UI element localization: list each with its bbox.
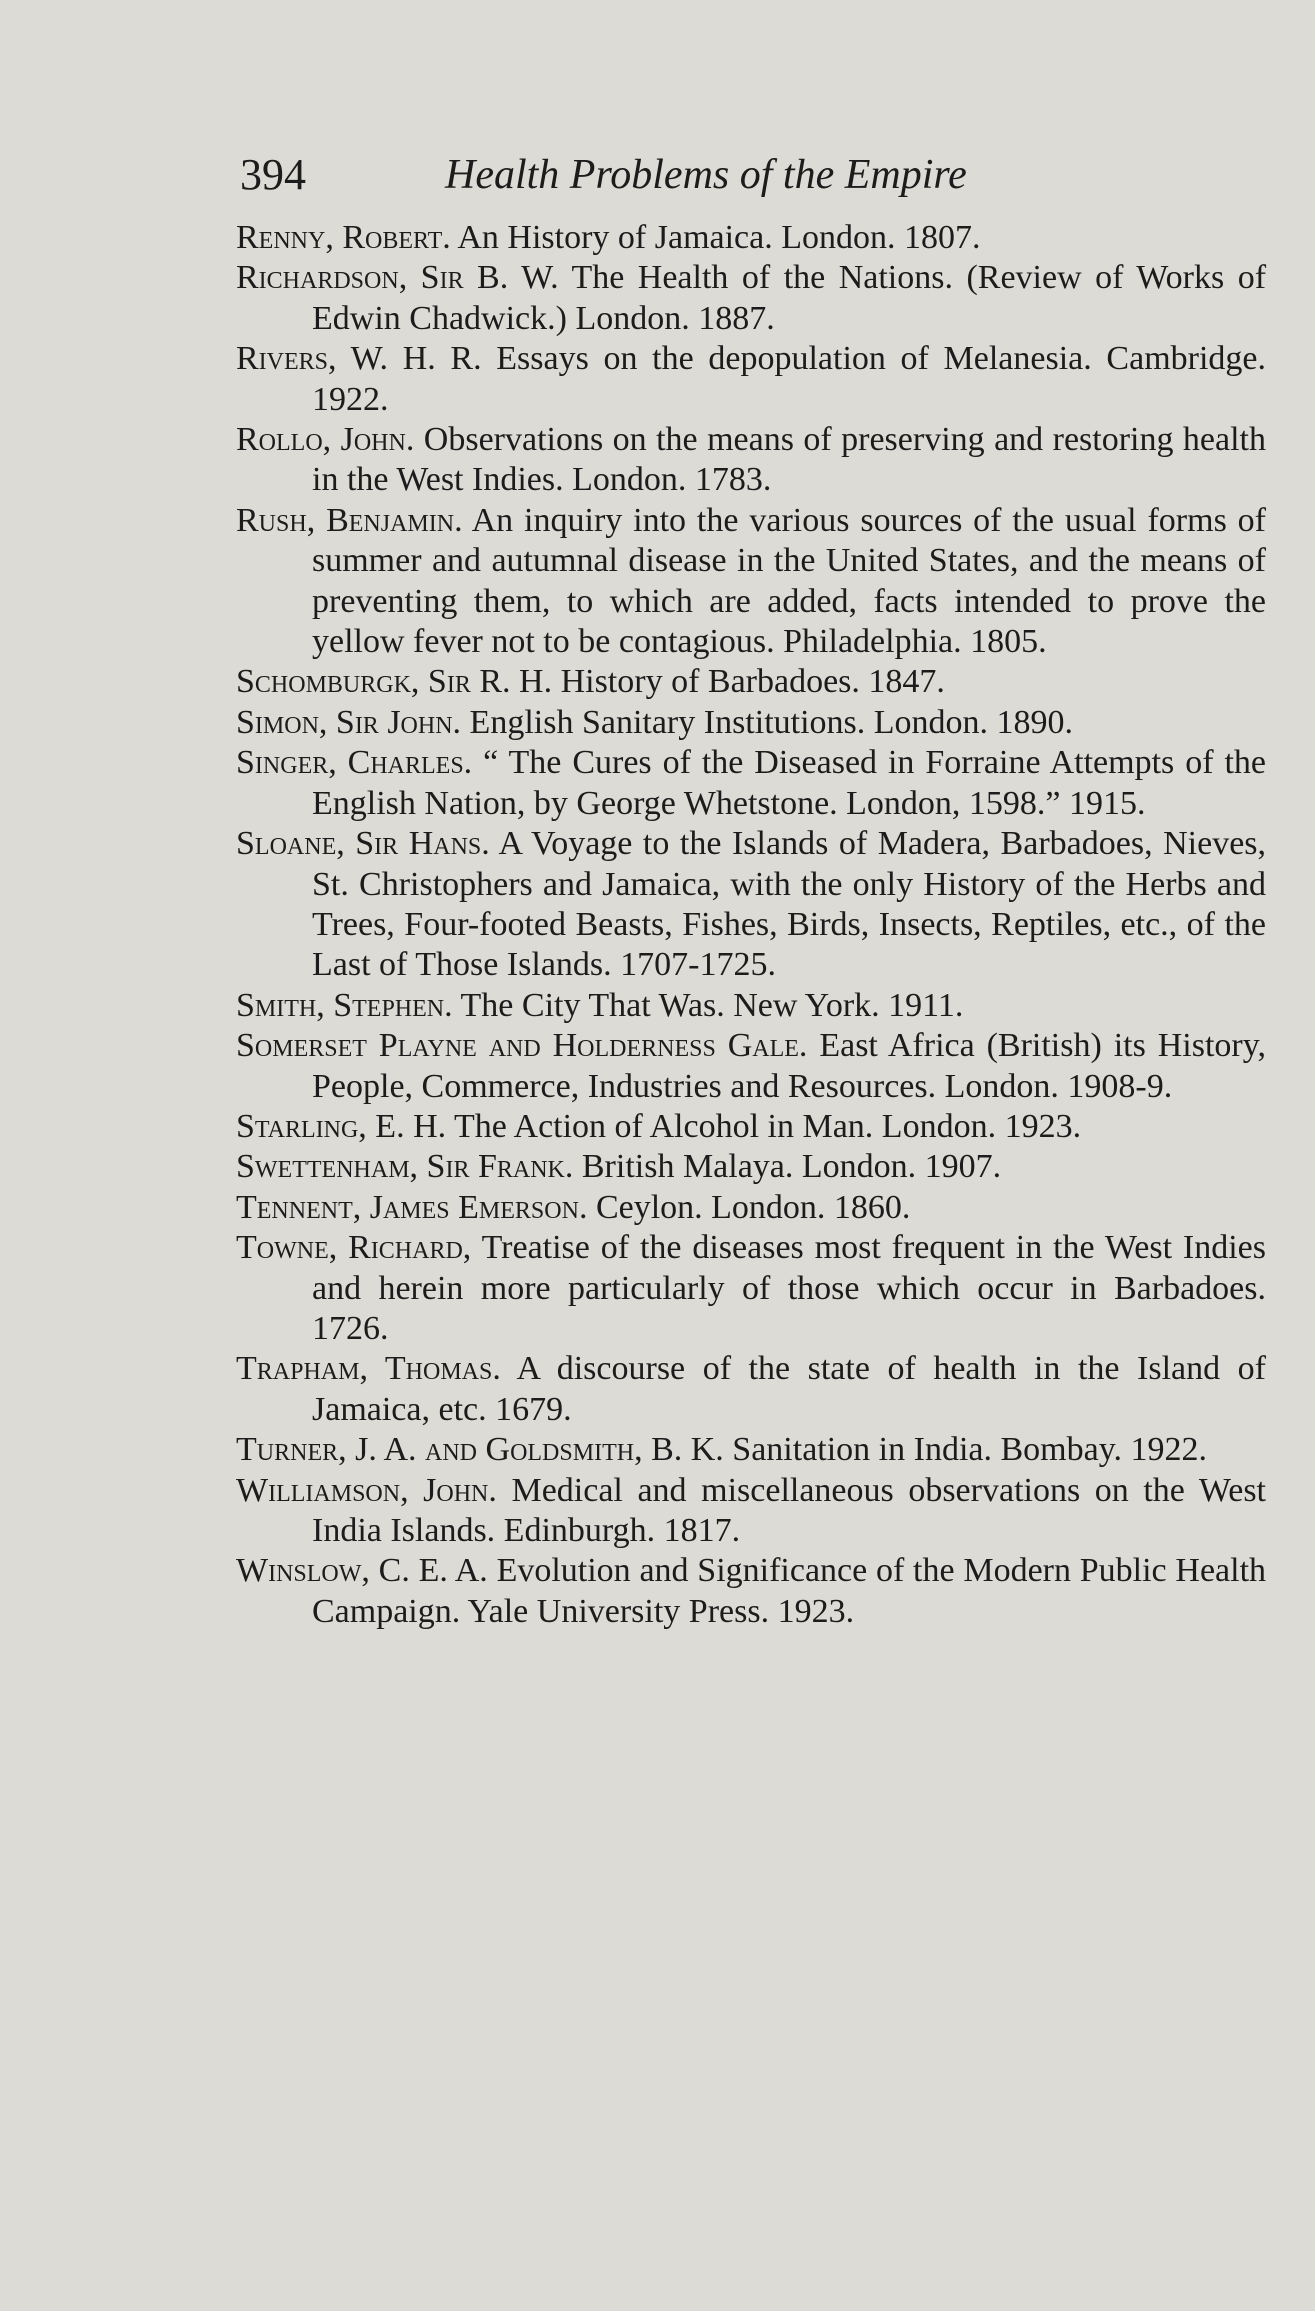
entry-author: Winslow, C. E. A. bbox=[236, 1552, 488, 1590]
entry-text: Sanitation in India. Bombay. 1922. bbox=[732, 1431, 1207, 1469]
entry-author: Rollo, John. bbox=[236, 421, 415, 459]
entry-author: Rivers, W. H. R. bbox=[236, 340, 482, 378]
entry-author: Trapham, Thomas. bbox=[236, 1350, 501, 1388]
entry-text: Medical and miscellaneous observations on the West India Islands. Edinburgh. 1817. bbox=[312, 1471, 1266, 1549]
entry-text: An History of Jamaica. London. 1807. bbox=[457, 219, 981, 256]
entry-text: History of Barbadoes. 1847. bbox=[560, 663, 945, 701]
entry-author: Swettenham, Sir Frank. bbox=[236, 1148, 574, 1186]
bibliography-entry bbox=[236, 986, 1266, 1026]
bibliography-entry bbox=[236, 420, 1266, 501]
entry-author: Schomburgk, Sir R. H. bbox=[236, 663, 553, 701]
bibliography-entry bbox=[236, 1188, 1266, 1228]
bibliography-entry bbox=[236, 339, 1266, 420]
bibliography-entry bbox=[236, 218, 1266, 258]
bibliography-entry bbox=[236, 1147, 1266, 1187]
entry-text: Observations on the means of preserving and restoring health in the West Indies. London. 1783. bbox=[312, 421, 1267, 499]
entry-text: Evolution and Significance of the Modern Public Health Campaign. Yale University Press. 1923. bbox=[312, 1552, 1267, 1630]
entry-text: The Health of the Nations. (Review of Works of Edwin Chadwick.) London. 1887. bbox=[312, 259, 1267, 337]
entry-author: Simon, Sir John. bbox=[236, 703, 462, 741]
bibliography-entry bbox=[236, 1471, 1266, 1552]
entry-text: Treatise of the diseases most frequent in the West Indies and herein more particularly of those which occur in Barbadoes. 1726. bbox=[312, 1229, 1266, 1347]
entry-author: Turner, J. A. and Goldsmith, B. K. bbox=[236, 1431, 724, 1469]
entry-text: The Action of Alcohol in Man. London. 1923. bbox=[454, 1107, 1082, 1145]
bibliography-entry bbox=[236, 1107, 1266, 1147]
entry-author: Smith, Stephen. bbox=[236, 986, 453, 1024]
entry-text: English Sanitary Institutions. London. 1890. bbox=[469, 703, 1074, 741]
bibliography-entry bbox=[236, 1228, 1266, 1349]
entry-text: The City That Was. New York. 1911. bbox=[460, 986, 964, 1024]
bibliography-entry bbox=[236, 703, 1266, 743]
bibliography-list bbox=[236, 218, 1266, 1632]
entry-author: Starling, E. H. bbox=[236, 1107, 447, 1145]
entry-author: Tennent, James Emerson. bbox=[236, 1188, 588, 1226]
page-number: 394 bbox=[240, 150, 306, 199]
entry-text: “ The Cures of the Diseased in Forraine Attempts of the English Nation, by George Whetstone. London, 1598.” 1915. bbox=[312, 744, 1266, 822]
bibliography-entry bbox=[236, 1026, 1266, 1107]
bibliography-entry bbox=[236, 824, 1266, 986]
entry-author: Singer, Charles. bbox=[236, 744, 473, 782]
bibliography-entry bbox=[236, 501, 1266, 663]
bibliography-entry bbox=[236, 1551, 1266, 1632]
entry-author: Renny, Robert. bbox=[236, 219, 451, 256]
running-title: Health Problems of the Empire bbox=[445, 152, 967, 198]
entry-author: Towne, Richard, bbox=[236, 1229, 472, 1267]
entry-text: Essays on the depopulation of Melanesia. Cambridge. 1922. bbox=[312, 340, 1267, 418]
bibliography-entry bbox=[236, 1349, 1266, 1430]
bibliography-entry bbox=[236, 662, 1266, 702]
entry-author: Somerset Playne and Holderness Gale. bbox=[236, 1027, 808, 1065]
bibliography-entry bbox=[236, 258, 1266, 339]
entry-author: Rush, Benjamin. bbox=[236, 501, 463, 539]
entry-text: A Voyage to the Islands of Madera, Barbadoes, Nieves, St. Christophers and Jamaica, with the only History of the Herbs and Trees, Four-footed Beasts, Fishes, Birds, Insects, Reptiles, etc., of the Last of Those Islands. 1707-1725. bbox=[312, 825, 1267, 984]
page-header bbox=[240, 145, 1270, 205]
entry-text: Ceylon. London. 1860. bbox=[595, 1188, 911, 1226]
entry-author: Williamson, John. bbox=[236, 1471, 497, 1509]
entry-text: An inquiry into the various sources of the usual forms of summer and autumnal disease in the United States, and the means of preventing them, to which are added, facts intended to prove the yellow fever not to be contagious. Philadelphia. 1805. bbox=[312, 501, 1267, 661]
entry-author: Sloane, Sir Hans. bbox=[236, 825, 490, 863]
entry-author: Richardson, Sir B. W. bbox=[236, 259, 559, 297]
bibliography-entry bbox=[236, 743, 1266, 824]
entry-text: British Malaya. London. 1907. bbox=[581, 1148, 1002, 1186]
entry-text: East Africa (British) its History, People, Commerce, Industries and Resources. London. 1908-9. bbox=[312, 1027, 1267, 1105]
entry-text: A discourse of the state of health in the Island of Jamaica, etc. 1679. bbox=[312, 1350, 1266, 1428]
bibliography-entry bbox=[236, 1430, 1266, 1470]
